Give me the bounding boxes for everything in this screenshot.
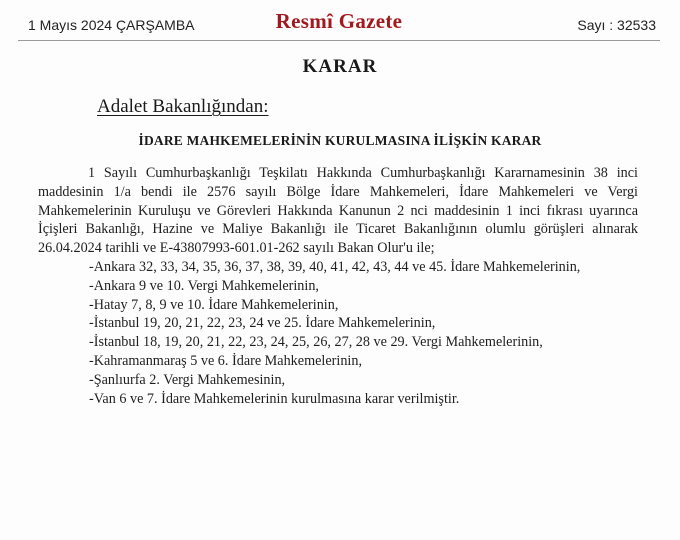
list-item: -İstanbul 19, 20, 21, 22, 23, 24 ve 25. İdare Mahkemelerinin, bbox=[89, 315, 436, 332]
decision-title: İDARE MAHKEMELERİNİN KURULMASINA İLİŞKİN KARAR bbox=[138, 133, 542, 148]
list-item: -Hatay 7, 8, 9 ve 10. İdare Mahkemelerinin, bbox=[89, 296, 339, 313]
gazette-title: Resmî Gazete bbox=[275, 9, 403, 33]
decision-paragraph: 1 Sayılı Cumhurbaşkanlığı Teşkilatı Hakkında Cumhurbaşkanlığı Kararnamesinin 38 inci maddesinin 1/a bendi ile 2576 sayılı Bölge İdare Mahkemeleri, İdare Mahkemeleri ve Vergi Mahkemelerinin Kuruluşu ve Görevleri Hakkında Kanunun 2 nci maddesinin 1 inci fıkrası uyarınca İçişleri Bakanlığı, Hazine ve Maliye Bakanlığı ile Ticaret Bakanlığının olumlu görüşleri alınarak 26.04.2024 tarihli ve E-43807993-601.01-262 sayılı Bakan Olur'u ile; bbox=[38, 165, 638, 257]
list-item: -Kahramanmaraş 5 ve 6. İdare Mahkemelerinin, bbox=[89, 352, 362, 369]
list-item: -İstanbul 18, 19, 20, 21, 22, 23, 24, 25, 26, 27, 28 ve 29. Vergi Mahkemelerinin, bbox=[89, 334, 543, 351]
gazette-header bbox=[18, 8, 660, 41]
list-item: -Van 6 ve 7. İdare Mahkemelerinin kurulmasına karar verilmiştir. bbox=[89, 390, 460, 407]
issue-number: Sayı : 32533 bbox=[577, 17, 656, 33]
section-heading: KARAR bbox=[302, 56, 378, 77]
list-item: -Ankara 9 ve 10. Vergi Mahkemelerinin, bbox=[89, 277, 319, 294]
list-item: -Ankara 32, 33, 34, 35, 36, 37, 38, 39, 40, 41, 42, 43, 44 ve 45. İdare Mahkemelerinin, bbox=[89, 258, 581, 275]
list-item: -Şanlıurfa 2. Vergi Mahkemesinin, bbox=[89, 371, 286, 388]
decision-body bbox=[38, 164, 638, 408]
ministry-name: Adalet Bakanlığından: bbox=[97, 96, 269, 117]
publication-date: 1 Mayıs 2024 ÇARŞAMBA bbox=[28, 17, 195, 33]
